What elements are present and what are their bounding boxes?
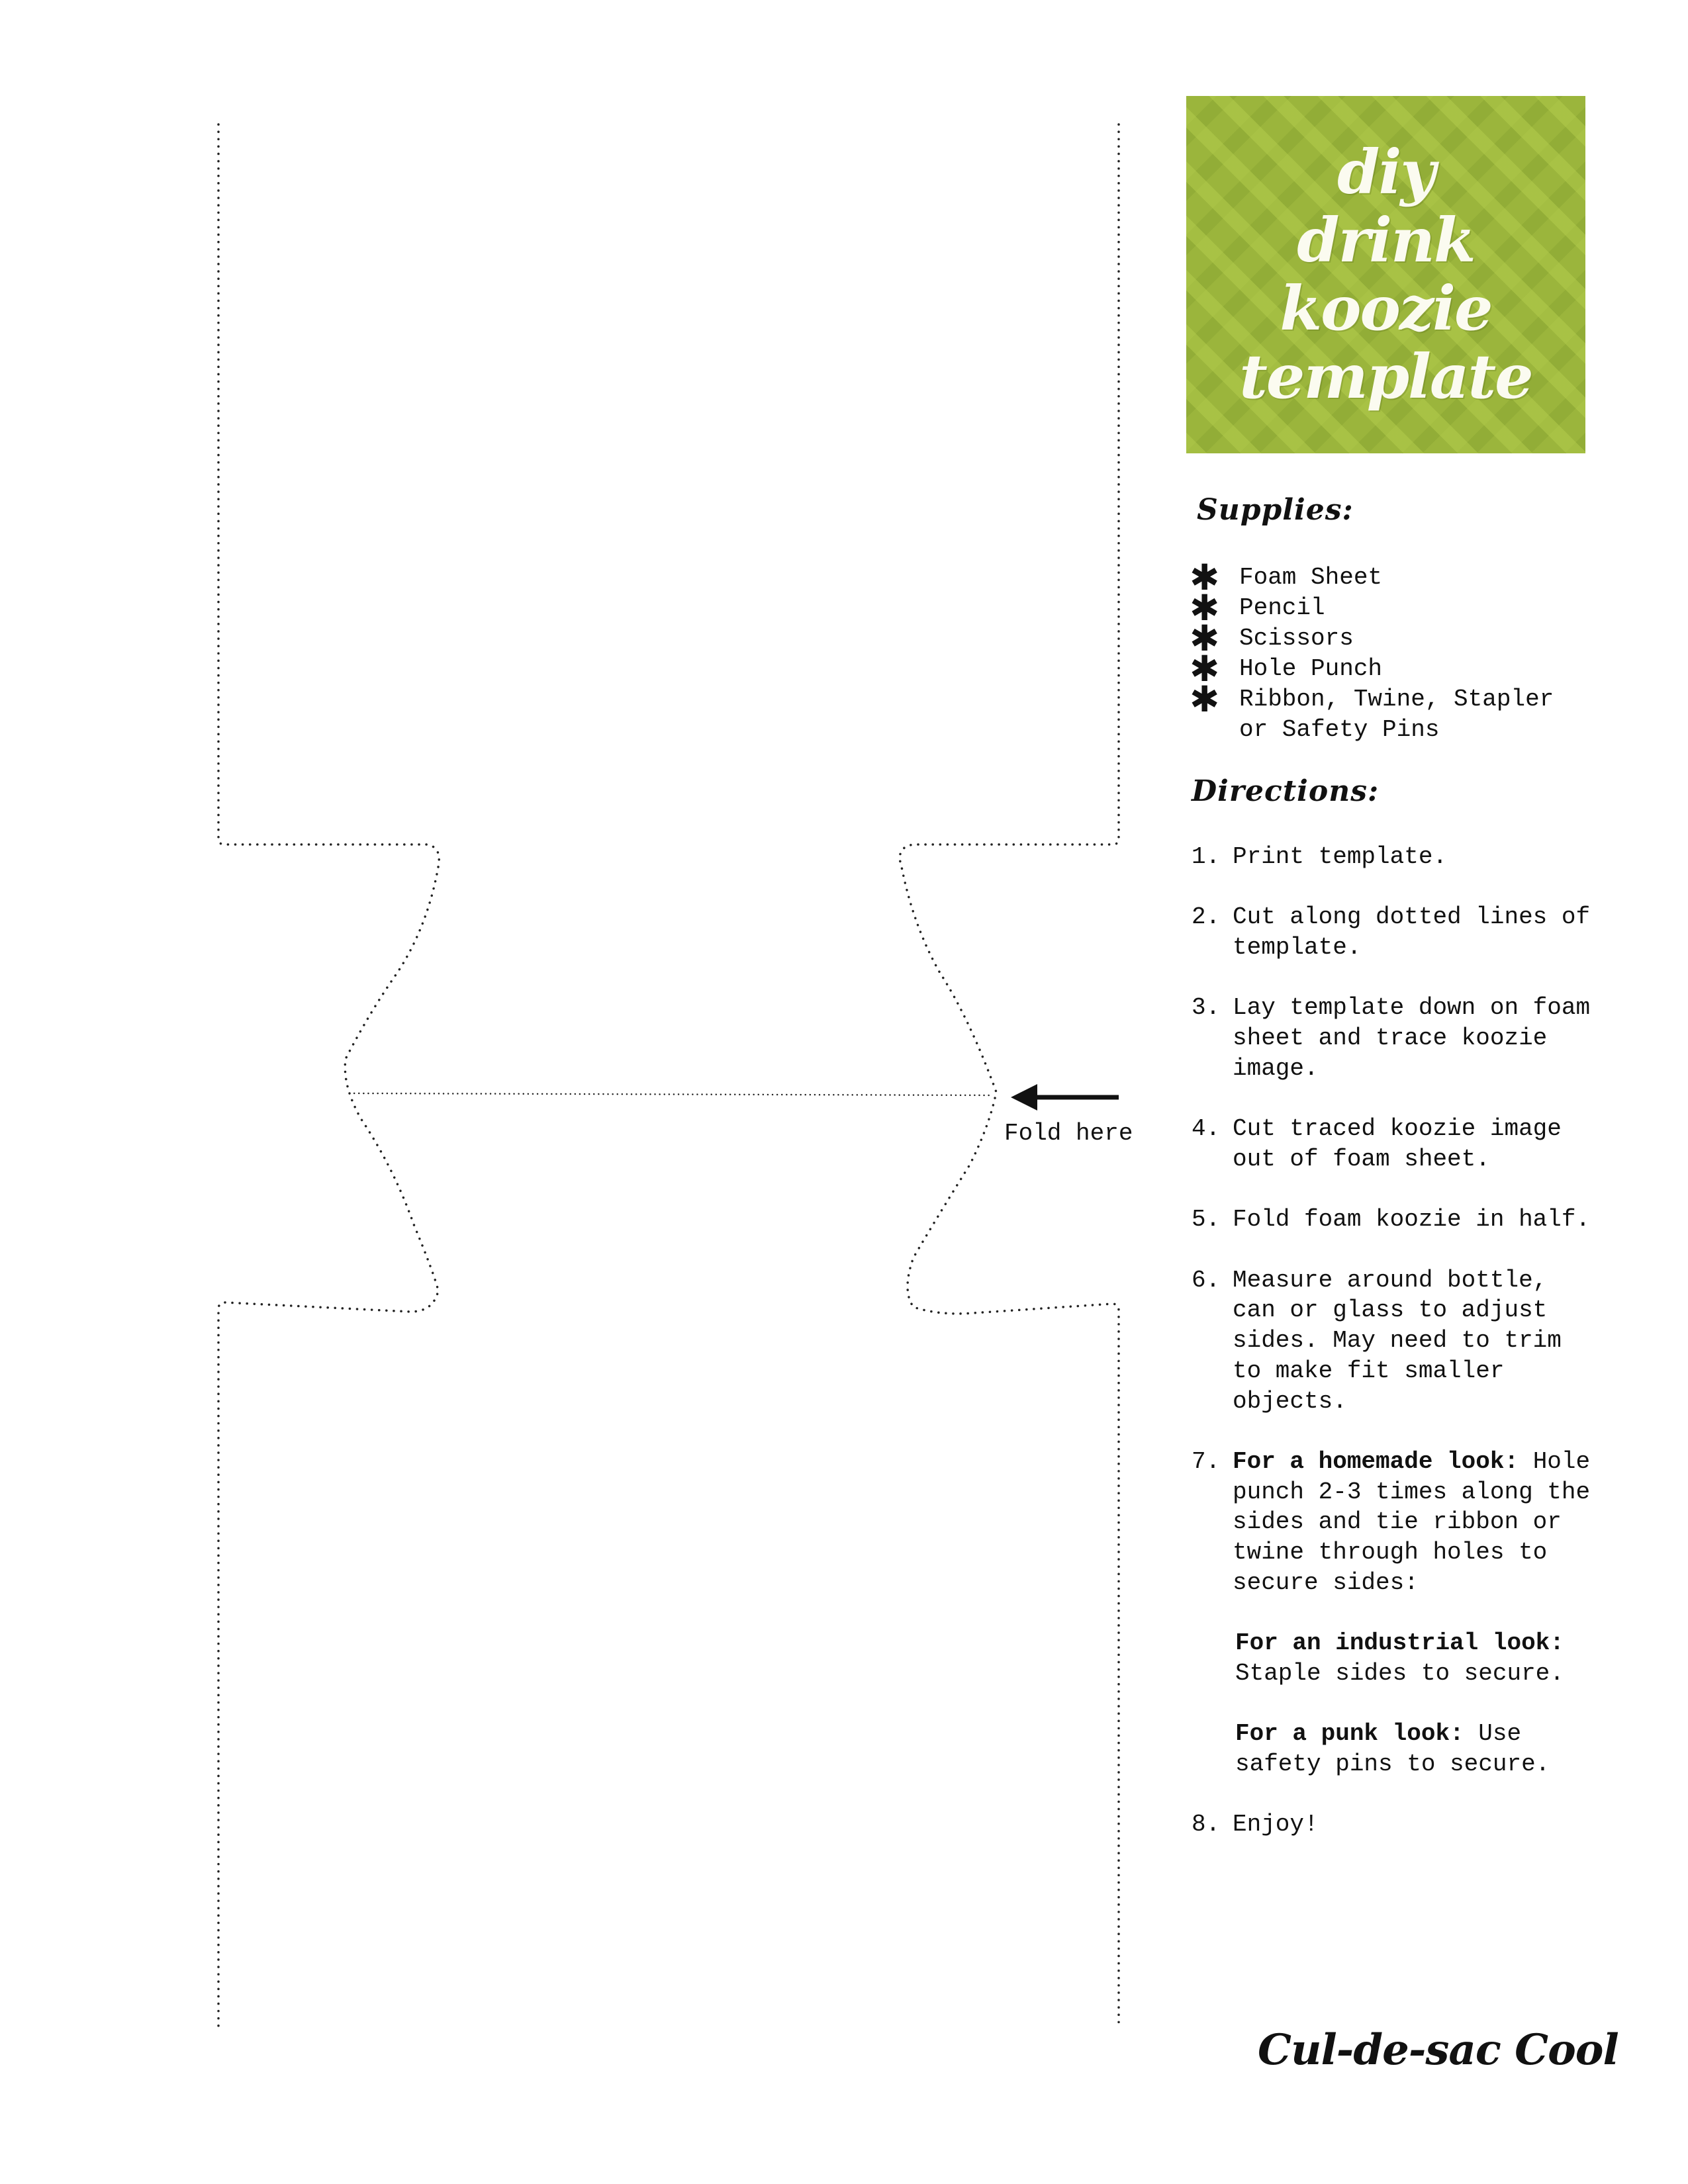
list-item [1188, 678, 1585, 745]
asterisk-icon: ✱ [1190, 617, 1220, 659]
supplies-list [1188, 557, 1585, 745]
step-8 [1192, 1809, 1602, 1840]
title-line-2: drink koozie [1280, 204, 1492, 344]
step-1 [1192, 842, 1602, 872]
homemade-option [1233, 1447, 1602, 1598]
cut-line-outline-right [900, 124, 1119, 2026]
industrial-option [1233, 1628, 1602, 1688]
step-text: Enjoy! [1233, 1811, 1319, 1839]
step-text: Lay template down on foam sheet and trace koozie image. [1233, 994, 1591, 1082]
title-banner [1186, 96, 1585, 453]
list-item [1188, 587, 1585, 629]
step-number: 3. [1192, 994, 1221, 1022]
step-text: Fold foam koozie in half. [1233, 1206, 1591, 1234]
industrial-label: For an industrial look: [1235, 1629, 1564, 1657]
supply-text: Ribbon, Twine, Stapler or Safety Pins [1239, 686, 1554, 743]
step-number: 8. [1192, 1811, 1221, 1839]
list-item [1188, 557, 1585, 598]
punk-label: For a punk look: [1235, 1720, 1464, 1748]
title-line-1: diy [1337, 136, 1434, 208]
step-text: Measure around bottle, can or glass to adjust sides. May need to trim to make fit smaller objects. [1233, 1266, 1562, 1415]
step-number: 2. [1192, 903, 1221, 931]
fold-line [350, 1093, 993, 1095]
step-number: 7. [1192, 1447, 1221, 1475]
step-text: Cut along dotted lines of template. [1233, 903, 1591, 962]
supply-text: Foam Sheet [1239, 564, 1383, 591]
supply-text: Hole Punch [1239, 655, 1383, 682]
step-number: 4. [1192, 1115, 1221, 1143]
supplies-heading: Supplies: [1197, 493, 1354, 527]
list-item [1188, 617, 1585, 659]
step-text: Print template. [1233, 843, 1448, 870]
list-item [1188, 648, 1585, 690]
step-number: 1. [1192, 843, 1221, 870]
step-7-options [1233, 1447, 1602, 1780]
step-7 [1192, 1447, 1602, 1780]
homemade-label: For a homemade look: [1233, 1447, 1519, 1475]
asterisk-icon: ✱ [1190, 678, 1220, 720]
step-number: 5. [1192, 1206, 1221, 1234]
step-text: Cut traced koozie image out of foam sheet. [1233, 1115, 1562, 1173]
step-number: 6. [1192, 1266, 1221, 1294]
step-4 [1192, 1114, 1602, 1174]
step-6 [1192, 1265, 1602, 1417]
directions-heading: Directions: [1192, 774, 1380, 808]
left-arrow-icon [1011, 1084, 1119, 1111]
step-3 [1192, 993, 1602, 1083]
punk-text: Use safety pins to secure. [1235, 1720, 1550, 1778]
brand-signature: Cul-de-sac Cool [1258, 2025, 1618, 2075]
homemade-text: Hole punch 2-3 times along the sides and tie ribbon or twine through holes to secure sides: [1233, 1447, 1591, 1596]
supply-text: Scissors [1239, 625, 1354, 652]
punk-option [1233, 1719, 1602, 1779]
asterisk-icon: ✱ [1190, 587, 1220, 629]
directions-list [1192, 842, 1602, 1870]
supply-text: Pencil [1239, 594, 1325, 621]
asterisk-icon: ✱ [1190, 557, 1220, 598]
fold-here-label: Fold here [1004, 1120, 1133, 1147]
step-5 [1192, 1205, 1602, 1235]
title-line-3: template [1239, 341, 1532, 413]
step-2 [1192, 902, 1602, 962]
industrial-text: Staple sides to secure. [1235, 1659, 1564, 1687]
cut-line-outline [218, 124, 439, 2026]
asterisk-icon: ✱ [1190, 648, 1220, 690]
